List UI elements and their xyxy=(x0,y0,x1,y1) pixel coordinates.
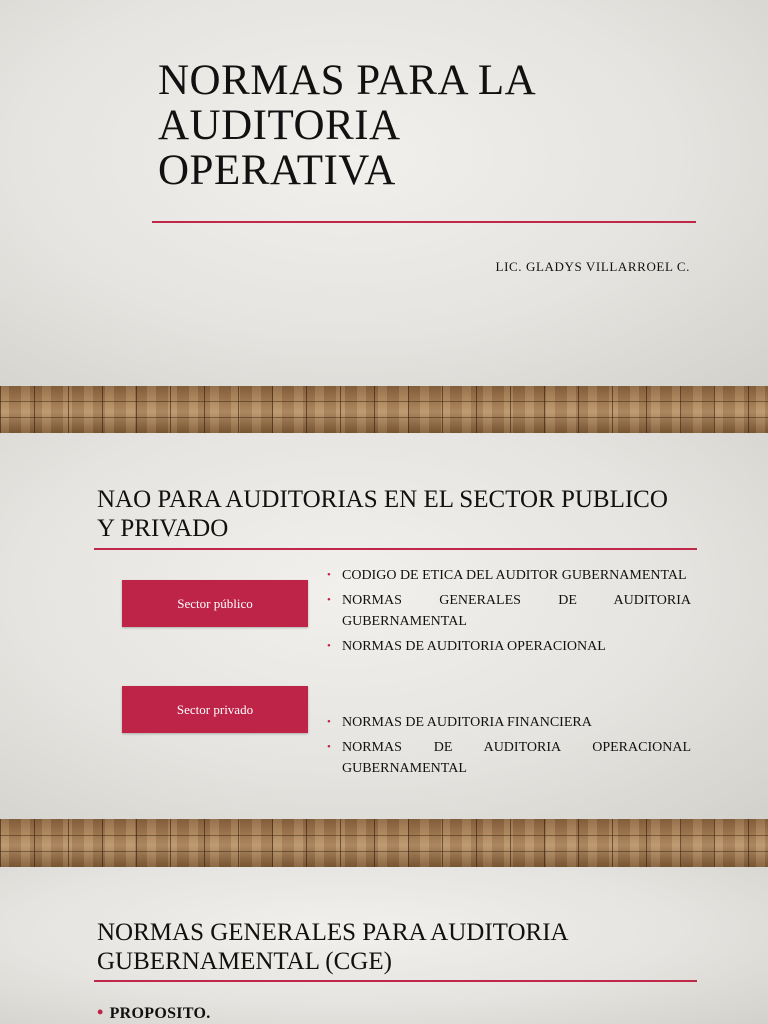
list-item-text: NORMAS DE AUDITORIA OPERACIONAL xyxy=(342,639,606,654)
wood-floor-strip xyxy=(0,386,768,433)
plank-seam xyxy=(0,401,768,402)
bullet-icon: • xyxy=(327,640,331,652)
bullet-icon: • xyxy=(327,594,331,606)
list-item-text: NORMAS GENERALES DE AUDITORIA GUBERNAMENTAL xyxy=(342,593,691,629)
slide-1-title xyxy=(158,58,678,193)
proposito-text: PROPOSITO. xyxy=(109,1005,211,1022)
bullet-icon: • xyxy=(327,569,331,581)
title-divider xyxy=(94,548,697,550)
title-divider xyxy=(94,980,697,982)
title-divider xyxy=(152,221,696,223)
sector-publico-box: Sector público xyxy=(122,580,308,627)
slide-2-title-line: Y PRIVADO xyxy=(97,515,229,542)
slide-2 xyxy=(0,433,768,819)
list-item-text: NORMAS DE AUDITORIA FINANCIERA xyxy=(342,715,592,730)
bullet-icon: • xyxy=(327,741,331,753)
proposito-bullet xyxy=(97,1002,211,1023)
wood-floor-strip xyxy=(0,819,768,867)
slide-1-title-line: OPERATIVA xyxy=(158,147,396,194)
plank-seam xyxy=(0,851,768,852)
plank-seam xyxy=(0,417,768,418)
public-sector-list xyxy=(327,565,691,657)
slide-1-title-line: AUDITORIA xyxy=(158,102,401,149)
bullet-icon: • xyxy=(97,1002,104,1022)
slide-3-title xyxy=(97,918,697,976)
slide-3-title-line: GUBERNAMENTAL (CGE) xyxy=(97,948,392,975)
sector-privado-box: Sector privado xyxy=(122,686,308,733)
list-item-text: CODIGO DE ETICA DEL AUDITOR GUBERNAMENTAL xyxy=(342,568,687,583)
list-item xyxy=(327,737,691,779)
slide-1 xyxy=(0,0,768,386)
slide-1-title-line: NORMAS PARA LA xyxy=(158,57,537,104)
author-name: LIC. GLADYS VILLARROEL C. xyxy=(495,259,690,274)
bullet-icon: • xyxy=(327,716,331,728)
private-sector-list xyxy=(327,712,691,779)
list-item xyxy=(327,590,691,632)
list-item xyxy=(327,565,691,586)
list-item xyxy=(327,636,691,657)
slide-3 xyxy=(0,867,768,1024)
slide-2-title xyxy=(97,485,697,543)
list-item xyxy=(327,712,691,733)
slide-2-title-line: NAO PARA AUDITORIAS EN EL SECTOR PUBLICO xyxy=(97,486,668,513)
list-item-text: NORMAS DE AUDITORIA OPERACIONAL GUBERNAMENTAL xyxy=(342,740,691,776)
slide-3-title-line: NORMAS GENERALES PARA AUDITORIA xyxy=(97,919,569,946)
plank-seam xyxy=(0,835,768,836)
